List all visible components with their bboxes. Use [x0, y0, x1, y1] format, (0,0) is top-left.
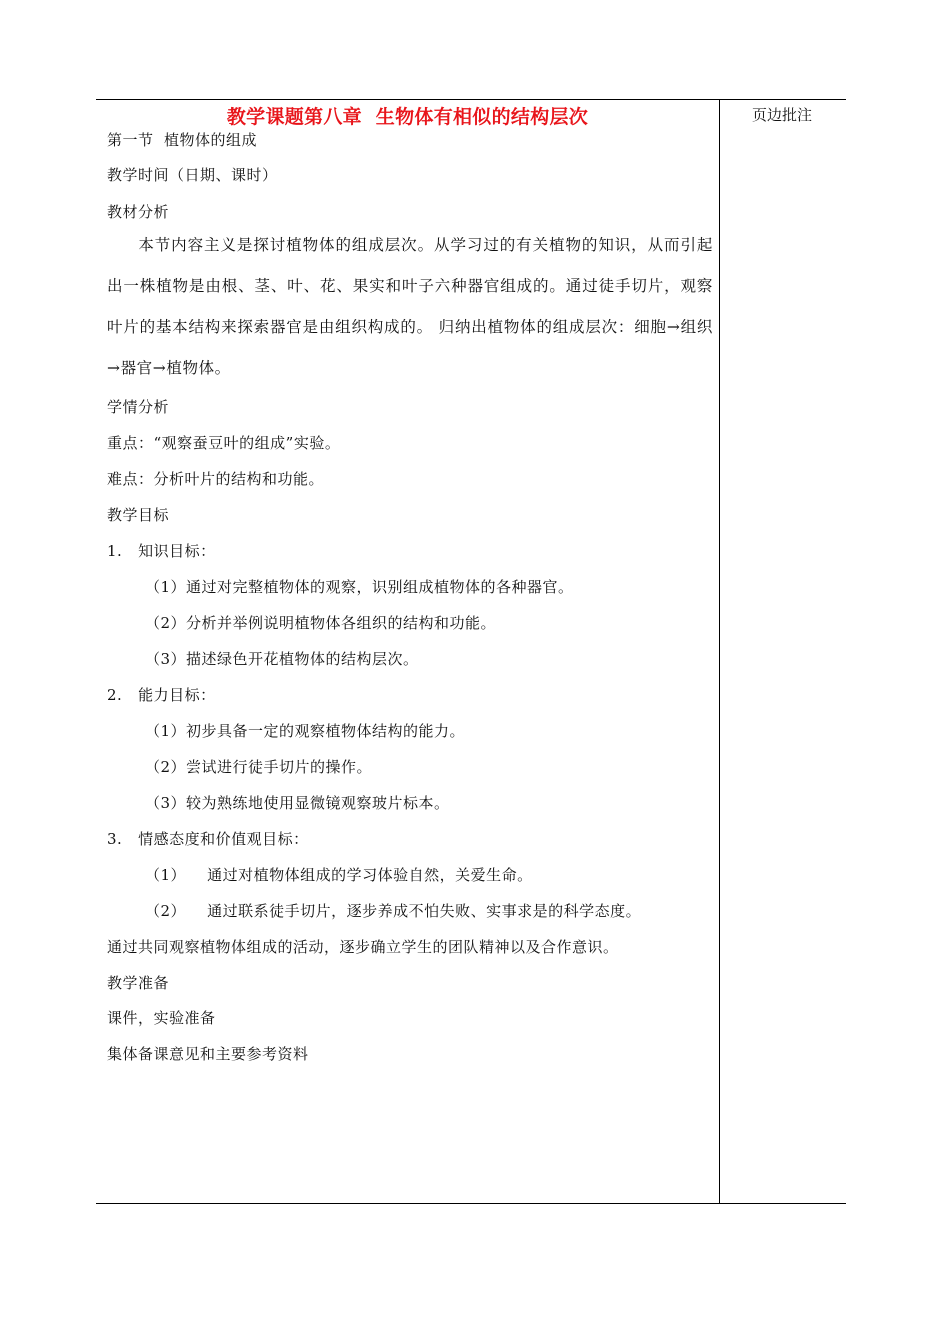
difficult-point: 难点：分析叶片的结构和功能。 [107, 470, 325, 488]
ability-objective-item: （2）尝试进行徒手切片的操作。 [145, 758, 373, 776]
attitude-objective-item: （2） 通过联系徒手切片，逐步养成不怕失败、实事求是的科学态度。 [145, 902, 642, 920]
knowledge-objective-item: （2）分析并举例说明植物体各组织的结构和功能。 [145, 614, 497, 632]
team-spirit-line: 通过共同观察植物体组成的活动，逐步确立学生的团队精神以及合作意识。 [107, 938, 619, 956]
objectives-heading: 教学目标 [107, 506, 170, 524]
ability-objective-item: （3）较为熟练地使用显微镜观察玻片标本。 [145, 794, 450, 812]
knowledge-objectives-heading: 1. 知识目标： [107, 542, 216, 560]
material-analysis-paragraph [107, 225, 713, 389]
material-analysis-text: 本节内容主义是探讨植物体的组成层次。从学习过的有关植物的知识，从而引起出一株植物是由根、茎、叶、花、果实和叶子六种器官组成的。通过徒手切片，观察叶片的基本结构来探索器官是由组织构成的。 归纳出植物体的组成层次：细胞→组织→器官→植物体。 [107, 236, 713, 377]
knowledge-objective-item: （1）通过对完整植物体的观察，识别组成植物体的各种器官。 [145, 578, 574, 596]
attitude-objectives-heading: 3. 情感态度和价值观目标： [107, 830, 309, 848]
column-divider [719, 99, 720, 1204]
ability-objective-item: （1）初步具备一定的观察植物体结构的能力。 [145, 722, 466, 740]
attitude-objective-item: （1） 通过对植物体组成的学习体验自然，关爱生命。 [145, 866, 533, 884]
preparation-heading: 教学准备 [107, 974, 170, 992]
top-rule [96, 99, 846, 100]
collective-prep-heading: 集体备课意见和主要参考资料 [107, 1045, 309, 1063]
key-point: 重点：“观察蚕豆叶的组成”实验。 [107, 434, 341, 452]
bottom-rule [96, 1203, 846, 1204]
preparation-text: 课件，实验准备 [107, 1009, 216, 1027]
margin-notes-header: 页边批注 [752, 106, 813, 124]
teaching-time: 教学时间（日期、课时） [107, 166, 278, 184]
knowledge-objective-item: （3）描述绿色开花植物体的结构层次。 [145, 650, 419, 668]
lesson-title: 教学课题第八章 生物体有相似的结构层次 [226, 106, 589, 128]
material-analysis-heading: 教材分析 [107, 203, 170, 221]
learning-analysis-heading: 学情分析 [107, 398, 170, 416]
section-heading: 第一节 植物体的组成 [107, 131, 258, 149]
ability-objectives-heading: 2. 能力目标： [107, 686, 216, 704]
